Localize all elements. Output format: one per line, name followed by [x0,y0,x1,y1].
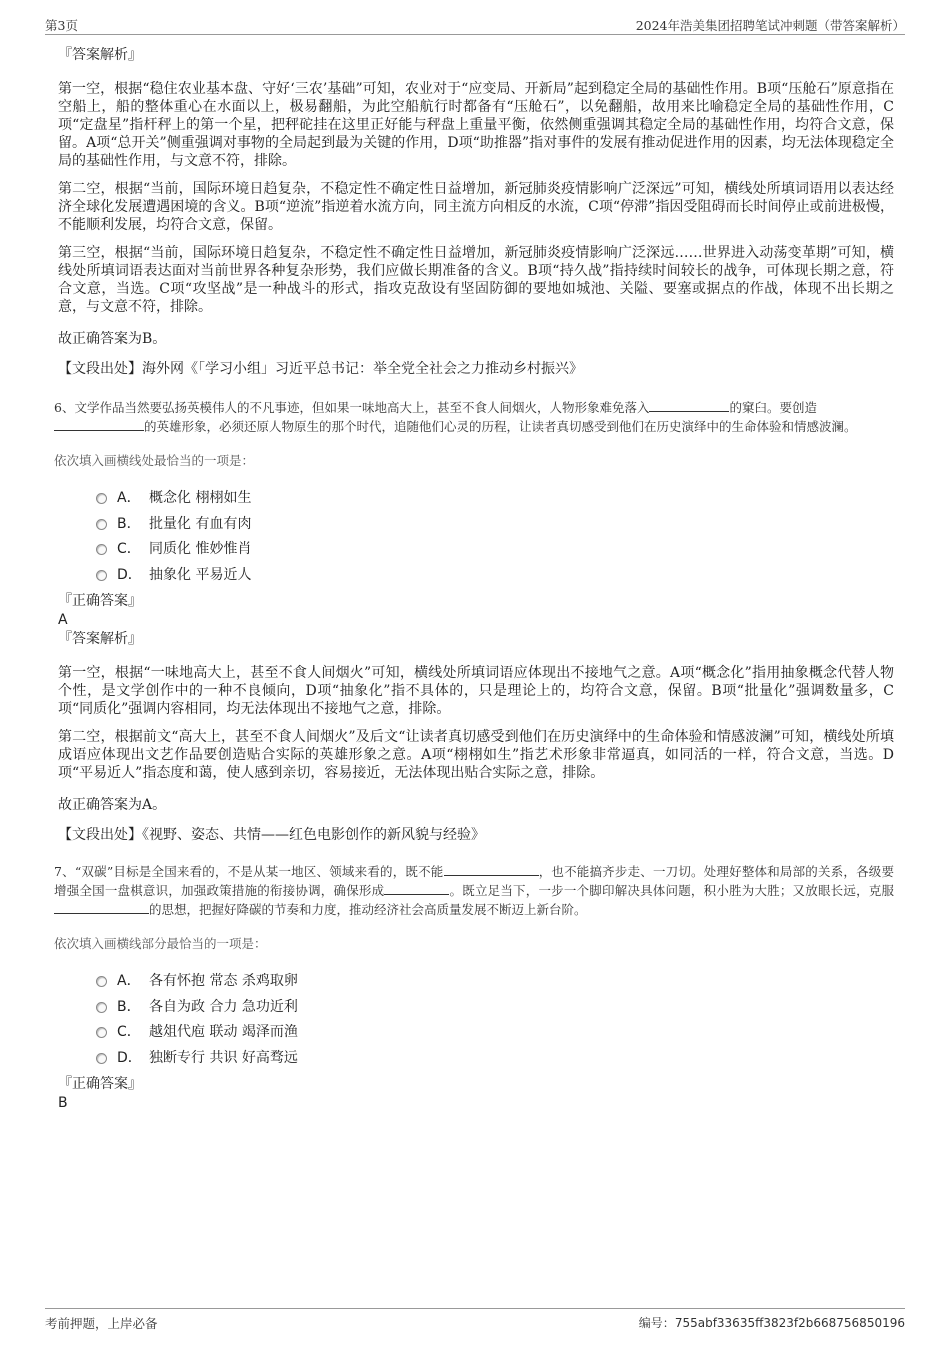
answer-blank [54,900,149,914]
footer-slogan: 考前押题，上岸必备 [45,1316,158,1331]
option-list [96,969,894,1071]
document-code: 编号：755abf33635ff3823f2b668756850196 [638,1316,905,1330]
option-b[interactable]: B． 批量化 有血有肉 [96,512,894,538]
radio-icon[interactable] [96,1053,107,1064]
analysis-heading: 『答案解析』 [58,631,142,647]
analysis-paragraph: 第一空，根据“稳住农业基本盘、守好‘三农’基础”可知，农业对于“应变局、开新局”起到稳定全局的基础性作用。B项“压舱石”原意指在空船上，船的整体重心在水面以上，极易翻船，为此空船航行时都备有“压舱石”，以免翻船，故用来比喻稳定全局的基础性作用，C项“定盘星”指杆秤上的第一个星，把秤砣挂在这里正好能与秤盘上重量平衡，依然侧重强调其稳定全局的基础性作用，均符合文意，保留。A项“总开关”侧重强调对事物的全局起到最为关键的作用，D项“助推器”指对事件的发展有推动促进作用的因素，均无法体现稳定全局的基础性作用，与文意不符，排除。 [58,81,894,169]
correct-answer: A [58,612,68,628]
page-number: 第3页 [45,18,78,33]
option-d[interactable]: D． 抽象化 平易近人 [96,563,894,589]
question-prompt: 依次填入画横线部分最恰当的一项是： [54,936,267,951]
answer-blank [649,398,729,412]
option-list [96,486,894,588]
answer-conclusion: 故正确答案为B。 [58,331,167,347]
source-citation: 【文段出处】《视野、姿态、共情——红色电影创作的新风貌与经验》 [58,827,485,843]
analysis-heading: 『答案解析』 [58,47,142,63]
radio-icon[interactable] [96,1027,107,1038]
document-title: 2024年浩美集团招聘笔试冲刺题（带答案解析） [635,18,905,33]
question-6-stem: 6、文学作品当然要弘扬英模伟人的不凡事迹，但如果一味地高大上，甚至不食人间烟火，人物形象难免落入 的窠臼。要创造 的英雄形象，必须还原人物原生的那个时代，追随他们心灵的历程，让读者真切感受到他们在历史演绎中的生命体验和情感波澜。 [54,400,857,434]
option-d[interactable]: D． 独断专行 共识 好高骛远 [96,1046,894,1072]
analysis-paragraph: 第二空，根据前文“高大上，甚至不食人间烟火”及后文“让读者真切感受到他们在历史演绎中的生命体验和情感波澜”可知，横线处所填成语应体现出文艺作品要创造贴合实际的英雄形象之意。A项“栩栩如生”指艺术形象非常逼真，如同活的一样，符合文意，当选。D项“平易近人”指态度和蔼，使人感到亲切，容易接近，无法体现出贴合实际之意，排除。 [58,729,894,781]
radio-icon[interactable] [96,1002,107,1013]
answer-blank [384,881,449,895]
source-citation: 【文段出处】海外网《「学习小组」习近平总书记：举全党全社会之力推动乡村振兴》 [58,361,583,377]
option-c[interactable]: C． 越俎代庖 联动 竭泽而渔 [96,1020,894,1046]
radio-icon[interactable] [96,544,107,555]
answer-conclusion: 故正确答案为A。 [58,797,167,813]
correct-answer-heading: 『正确答案』 [58,593,142,609]
correct-answer: B [58,1095,68,1111]
option-a[interactable]: A． 概念化 栩栩如生 [96,486,894,512]
answer-blank [54,417,144,431]
radio-icon[interactable] [96,519,107,530]
correct-answer-heading: 『正确答案』 [58,1076,142,1092]
question-prompt: 依次填入画横线处最恰当的一项是： [54,453,255,468]
page-header [45,14,905,35]
radio-icon[interactable] [96,493,107,504]
page-content [54,46,894,1113]
analysis-paragraph: 第一空，根据“一味地高大上，甚至不食人间烟火”可知，横线处所填词语应体现出不接地气之意。A项“概念化”指用抽象概念代替人物个性，是文学创作中的一种不良倾向，D项“抽象化”指不具体的，只是理论上的，均符合文意，保留。B项“批量化”强调数量多，C项“同质化”强调内容相同，均无法体现出不接地气之意，排除。 [58,665,894,717]
radio-icon[interactable] [96,570,107,581]
option-a[interactable]: A． 各有怀抱 常态 杀鸡取卵 [96,969,894,995]
question-7-stem: 7、“双碳”目标是全国来看的，不是从某一地区、领域来看的，既不能 ，也不能搞齐步走、一刀切。处理好整体和局部的关系，各级要增强全国一盘棋意识，加强政策措施的衔接协调，确保形成 。既立足当下，一步一个脚印解决具体问题，积小胜为大胜；又放眼长远，克服的思想，把握好降碳的节奏和力度，推动经济社会高质量发展不断迈上新台阶。 [54,864,894,917]
option-b[interactable]: B． 各自为政 合力 急功近利 [96,995,894,1021]
analysis-paragraph: 第二空，根据“当前，国际环境日趋复杂，不稳定性不确定性日益增加，新冠肺炎疫情影响广泛深远”可知，横线处所填词语用以表达经济全球化发展遭遇困境的含义。B项“逆流”指逆着水流方向，同主流方向相反的水流，C项“停滞”指因受阻碍而长时间停止或前进极慢，不能顺利发展，均符合文意，保留。 [58,181,894,233]
analysis-paragraph: 第三空，根据“当前，国际环境日趋复杂，不稳定性不确定性日益增加，新冠肺炎疫情影响广泛深远……世界进入动荡变革期”可知，横线处所填词语表达面对当前世界各种复杂形势，我们应做长期准备的含义。B项“持久战”指持续时间较长的战争，可体现长期之意，符合文意，当选。C项“攻坚战”是一种战斗的形式，指攻克敌设有坚固防御的要地如城池、关隘、要塞或据点的作战，体现不出长期之意，与文意不符，排除。 [58,245,894,315]
radio-icon[interactable] [96,976,107,987]
answer-blank [444,862,539,876]
page-footer [45,1308,905,1333]
option-c[interactable]: C． 同质化 惟妙惟肖 [96,537,894,563]
